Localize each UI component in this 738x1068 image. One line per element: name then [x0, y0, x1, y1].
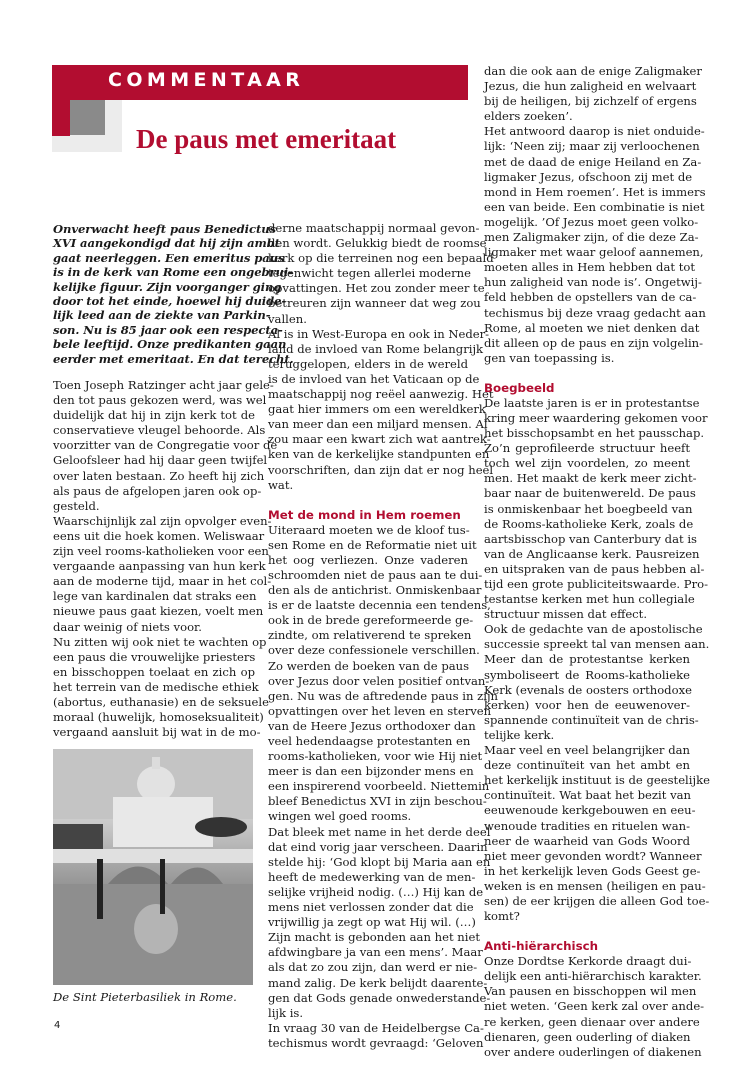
text-line: teruggelopen, elders in de wereld: [268, 356, 468, 371]
subheading: Anti-hiërarchisch: [484, 939, 598, 954]
text-line: komt?: [484, 909, 520, 924]
text-line: daar weinig of niets voor.: [53, 619, 202, 634]
text-column-3: [484, 64, 710, 1060]
text-line: techismus wordt gevraagd: ‘Geloven: [268, 1035, 484, 1050]
text-line: De laatste jaren is er in protestantse: [484, 395, 700, 410]
text-line: heeft de medewerking van de men-: [268, 869, 476, 884]
text-line: Nu zitten wij ook niet te wachten op: [53, 634, 267, 649]
text-line: Jezus, die hun zaligheid en welvaart: [484, 79, 697, 94]
text-line: sen Rome en de Reformatie niet uit: [268, 537, 477, 552]
text-line: het terrein van de medische ethiek: [53, 679, 259, 694]
text-line: vergaand aansluit bij wat in de mo-: [53, 725, 261, 740]
text-line: Meer dan de protestantse kerken: [484, 652, 690, 667]
text-line: mand zalig. De kerk belijdt daarente-: [268, 975, 488, 990]
text-line: dit alleen op de paus en zijn volgelin-: [484, 335, 704, 350]
paragraph: [53, 378, 278, 514]
text-line: met de daad de enige Heiland en Za-: [484, 154, 702, 169]
text-line: schroomden niet de paus aan te dui-: [268, 567, 483, 582]
text-line: Rome, al moeten we niet denken dat: [484, 320, 700, 335]
text-line: mogelijk. ’Of Jezus moet geen volko-: [484, 214, 699, 229]
paragraph: [268, 658, 499, 825]
text-line: is de invloed van het Vaticaan op de: [268, 371, 480, 386]
text-line: eens uit die hoek komen. Weliswaar: [53, 528, 265, 543]
text-line: gaat hier immers om een wereldkerk: [268, 402, 486, 417]
text-line: techismus bij deze vraag gedacht aan: [484, 305, 706, 320]
paragraph: [53, 513, 272, 635]
text-line: son. Nu is 85 jaar ook een respecta-: [53, 322, 283, 337]
text-line: kring meer waardering gekomen voor: [484, 410, 708, 425]
text-column-2: [268, 221, 499, 1051]
text-line: neer de waarheid van Gods Woord: [484, 833, 690, 848]
text-line: structuur missen dat effect.: [484, 607, 648, 622]
text-line: over laten bestaan. Zo heeft hij zich: [53, 468, 265, 483]
text-line: sen) de eer krijgen die alleen God toe-: [484, 893, 710, 908]
text-line: re kerken, geen dienaar over andere: [484, 1014, 700, 1029]
subheading: Met de mond in Hem roemen: [268, 507, 461, 522]
text-line: weken is en mensen (heiligen en pau-: [484, 878, 706, 893]
text-line: gen dat Gods genade onwederstande-: [268, 990, 491, 1005]
text-line: eeuwenoude kerkgebouwen en eeu-: [484, 803, 696, 818]
text-line: (abortus, euthanasie) en de seksuele: [53, 694, 269, 709]
text-line: gaat neerleggen. Een emeritus paus: [53, 250, 285, 265]
text-line: gesteld.: [53, 498, 100, 513]
text-column-1: [53, 378, 278, 740]
text-line: maatschappij nog reëel aanwezig. Het: [268, 387, 494, 402]
basilica-image: [53, 749, 253, 985]
paragraph: [484, 954, 705, 1060]
text-line: over andere ouderlingen of diakenen: [484, 1044, 702, 1059]
decor-red-strip: [52, 100, 70, 136]
text-line: vergaande aanpassing van hun kerk: [53, 559, 266, 574]
text-line: elders zoeken’.: [484, 109, 573, 124]
paragraph: [484, 395, 709, 622]
text-line: eerder met emeritaat. En dat terecht.: [53, 351, 294, 366]
text-line: Het antwoord daarop is niet onduide-: [484, 124, 705, 139]
text-line: spannende continuïteit van de chris-: [484, 712, 699, 727]
text-line: rooms-katholieken, voor wie Hij niet: [268, 749, 483, 764]
text-line: een van beide. Een combinatie is niet: [484, 199, 705, 214]
text-line: continuïteit. Wat baat het bezit van: [484, 788, 692, 803]
text-line: lijk leed aan de ziekte van Parkin-: [53, 308, 271, 323]
text-line: ligmaker Jezus, ofschoon zij met de: [484, 169, 693, 184]
text-line: veel hedendaagse protestanten en: [268, 734, 471, 748]
paragraph: [484, 124, 706, 366]
text-line: Onze Dordtse Kerkorde draagt dui-: [484, 954, 692, 969]
text-line: aartsbisschop van Canterbury dat is: [484, 531, 697, 546]
text-line: door tot het einde, hoewel hij duide-: [53, 293, 287, 308]
page-number: 4: [54, 1020, 61, 1031]
text-line: delijk een anti-hiërarchisch karakter.: [484, 969, 702, 984]
text-line: kerken) voor hen de eeuwenover-: [484, 697, 690, 712]
text-line: opvattingen over het leven en sterven: [268, 703, 492, 718]
text-line: ligmaker met waar geloof aannemen,: [484, 245, 704, 260]
text-line: den wordt. Gelukkig biedt de roomse: [268, 236, 487, 251]
text-line: Onverwacht heeft paus Benedictus: [53, 222, 276, 236]
text-line: opvattingen. Het zou zonder meer te: [268, 281, 485, 296]
text-line: hun zaligheid van node is’. Ongetwij-: [484, 275, 702, 290]
text-line: telijke kerk.: [484, 727, 555, 742]
paragraph: [268, 824, 491, 1021]
text-line: is onmiskenbaar het boegbeeld van: [484, 501, 693, 516]
text-line: Zo’n geprofileerde structuur heeft: [484, 441, 690, 456]
text-line: nieuwe paus gaat kiezen, voelt men: [53, 604, 264, 619]
text-line: ken van de kerkelijke standpunten en: [268, 447, 490, 462]
text-line: over Jezus door velen positief ontvan-: [268, 673, 490, 688]
text-line: gen van toepassing is.: [484, 350, 615, 365]
text-line: lijk is.: [268, 1005, 304, 1020]
text-line: ook in de brede gereformeerde ge-: [268, 613, 474, 628]
text-line: vallen.: [268, 311, 307, 326]
text-line: mens niet verlossen zonder dat die: [268, 900, 474, 915]
text-line: meer is dan een bijzonder mens en: [268, 764, 474, 779]
text-line: aan de moderne tijd, maar in het col-: [53, 574, 272, 589]
text-line: Waarschijnlijk zal zijn opvolger even-: [53, 513, 272, 528]
text-line: XVI aangekondigd dat hij zijn ambt: [53, 236, 280, 251]
text-line: mond in Hem roemen’. Het is immers: [484, 184, 706, 199]
text-line: het kerkelijk instituut is de geestelijke: [484, 773, 710, 788]
text-line: bleef Benedictus XVI in zijn beschou-: [268, 794, 487, 809]
text-line: Maar veel en veel belangrijker dan: [484, 743, 690, 758]
text-line: voorschriften, dan zijn dat er nog heel: [268, 462, 494, 477]
text-line: zou maar een kwart zich wat aantrek-: [268, 432, 491, 447]
text-line: tegenwicht tegen allerlei moderne: [268, 266, 471, 281]
text-line: Dat bleek met name in het derde deel: [268, 824, 491, 839]
text-line: wat.: [268, 477, 294, 492]
text-line: den als de antichrist. Onmiskenbaar: [268, 583, 482, 598]
text-line: deze continuïteit van het ambt en: [484, 758, 690, 773]
text-line: het oog verliezen. Onze vaderen: [268, 552, 468, 567]
text-line: niet weten. ‘Geen kerk zal over ande-: [484, 999, 705, 1014]
text-line: Van pausen en bisschoppen wil men: [484, 984, 697, 999]
text-line: successie spreekt tal van mensen aan.: [484, 637, 710, 652]
paragraph: [484, 64, 702, 124]
text-line: in het kerkelijk leven Gods Geest ge-: [484, 863, 701, 878]
text-line: lijk: ‘Neen zij; maar zij verloochenen: [484, 139, 700, 154]
text-line: baar naar de buitenwereld. De paus: [484, 486, 696, 501]
text-line: Al is in West-Europa en ook in Neder-: [268, 326, 490, 341]
paragraph: [484, 743, 710, 924]
text-line: stelde hij: ‘God klopt bij Maria aan en: [268, 854, 491, 869]
text-line: feld hebben de opstellers van de ca-: [484, 290, 697, 305]
text-line: als paus de afgelopen jaren ook op-: [53, 483, 262, 498]
text-line: voorzitter van de Congregatie voor de: [53, 438, 278, 453]
text-line: gen. Nu was de aftredende paus in zijn: [268, 688, 499, 703]
text-line: selijke vrijheid nodig. (…) Hij kan de: [268, 884, 484, 899]
text-line: lege van kardinalen dat straks een: [53, 589, 257, 604]
subheading: Boegbeeld: [484, 380, 555, 395]
text-line: kerk op die terreinen nog een bepaald: [268, 251, 494, 266]
text-line: den tot paus gekozen werd, was wel: [53, 393, 267, 408]
text-line: Zijn macht is gebonden aan het niet: [268, 930, 480, 945]
photo-st-peters-basilica: [53, 749, 253, 985]
text-line: als dat zo zou zijn, dan werd er nie-: [268, 960, 478, 975]
text-line: zindte, om relativerend te spreken: [268, 628, 472, 643]
text-line: derne maatschappij normaal gevon-: [268, 221, 480, 235]
paragraph: [53, 634, 269, 741]
photo-caption: De Sint Pieterbasiliek in Rome.: [53, 990, 237, 1004]
text-line: In vraag 30 van de Heidelbergse Ca-: [268, 1020, 484, 1035]
text-line: het bisschopsambt en het pausschap.: [484, 426, 705, 441]
text-line: moeten alles in Hem hebben dat tot: [484, 260, 696, 275]
text-line: toch wel zijn voordelen, zo meent: [484, 456, 690, 471]
text-line: men Zaligmaker zijn, of die deze Za-: [484, 230, 699, 245]
text-line: wingen wel goed rooms.: [268, 809, 412, 824]
text-line: moraal (huwelijk, homoseksualiteit): [53, 710, 264, 725]
text-line: Toen Joseph Ratzinger acht jaar gele-: [53, 378, 274, 392]
text-line: en uitspraken van de paus hebben al-: [484, 561, 705, 576]
text-line: niet meer gevonden wordt? Wanneer: [484, 848, 702, 863]
text-line: van de Heere Jezus orthodoxer dan: [268, 718, 476, 733]
text-line: van meer dan een miljard mensen. Al: [268, 417, 488, 432]
text-line: wenoude tradities en rituelen wan-: [484, 818, 690, 833]
paragraph: [268, 221, 494, 327]
decor-dark-grey-square: [70, 100, 105, 135]
text-line: dan die ook aan de enige Zaligmaker: [484, 64, 702, 78]
text-line: conservatieve vleugel behoorde. Als: [53, 423, 266, 438]
text-line: Kerk (evenals de oosters orthodoxe: [484, 682, 692, 697]
text-line: een paus die vrouwelijke priesters: [53, 649, 256, 664]
text-line: afdwingbare ja van een mens’. Maar: [268, 945, 483, 960]
text-line: Geloofsleer had hij daar geen twijfel: [53, 453, 268, 468]
text-line: is er de laatste decennia een tendens,: [268, 598, 491, 613]
text-line: betreuren zijn wanneer dat weg zou: [268, 296, 481, 311]
paragraph: [484, 622, 710, 743]
text-line: testantse kerken met hun collegiale: [484, 592, 695, 607]
text-line: over deze confessionele verschillen.: [268, 643, 480, 658]
paragraph: [268, 326, 494, 493]
text-line: de Rooms-katholieke Kerk, zoals de: [484, 516, 694, 531]
section-label: COMMENTAAR: [108, 69, 305, 91]
text-line: symboliseert de Rooms-katholieke: [484, 667, 690, 682]
text-line: men. Het maakt de kerk meer zicht-: [484, 471, 697, 486]
text-line: Uiteraard moeten we de kloof tus-: [268, 522, 470, 537]
text-line: tijd een grote publiciteitswaarde. Pro-: [484, 577, 709, 591]
text-line: dienaren, geen ouderling of diaken: [484, 1029, 691, 1044]
article-title: De paus met emeritaat: [136, 124, 397, 154]
text-line: vrijwillig ja zegt op wat Hij wil. (…): [268, 915, 476, 930]
text-line: dat eind vorig jaar verscheen. Daarin: [268, 839, 488, 854]
text-line: is in de kerk van Rome een ongebrui-: [53, 265, 293, 280]
text-line: bele leeftijd. Onze predikanten gaan: [53, 337, 287, 352]
text-line: van de Anglicaanse kerk. Pausreizen: [484, 546, 700, 561]
text-line: Zo werden de boeken van de paus: [268, 658, 470, 673]
text-line: bij de heiligen, bij zichzelf of ergens: [484, 94, 697, 109]
paragraph: [268, 1020, 484, 1051]
text-line: zijn veel rooms-katholieken voor een: [53, 544, 269, 559]
text-line: duidelijk dat hij in zijn kerk tot de: [53, 408, 255, 423]
text-line: Ook de gedachte van de apostolische: [484, 622, 703, 637]
text-line: een inspirerend voorbeeld. Niettemin: [268, 779, 490, 794]
text-line: en bisschoppen toelaat en zich op: [53, 664, 255, 679]
text-line: kelijke figuur. Zijn voorganger ging: [53, 279, 282, 294]
paragraph: [268, 522, 491, 659]
text-line: land de invloed van Rome belangrijk: [268, 341, 484, 356]
